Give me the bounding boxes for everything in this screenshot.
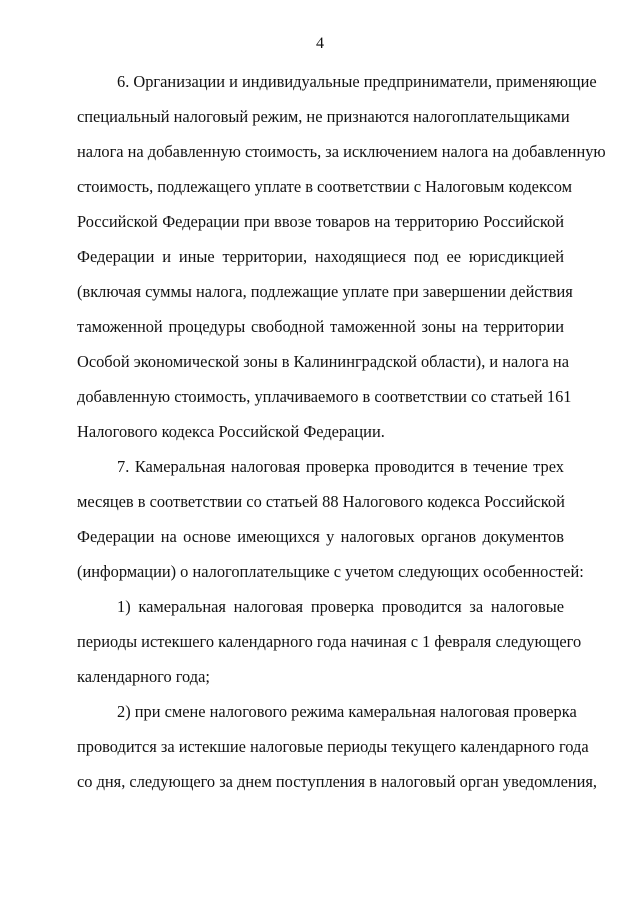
text-line: периоды истекшего календарного года начиная с 1 февраля следующего [77,632,582,651]
text-line: (информации) о налогоплательщике с учетом следующих особенностей: [77,562,584,581]
text-line: таможенной процедуры свободной таможенной зоны на территории [77,317,564,336]
text-line: налога на добавленную стоимость, за исключением налога на добавленную [77,142,606,161]
text-line: 6. Организации и индивидуальные предприниматели, применяющие [117,72,597,91]
text-line: календарного года; [77,667,210,686]
text-line: специальный налоговый режим, не признаются налогоплательщиками [77,107,570,126]
text-line: проводится за истекшие налоговые периоды текущего календарного года [77,737,589,756]
text-line: (включая суммы налога, подлежащие уплате при завершении действия [77,282,573,301]
text-line: 1) камеральная налоговая проверка проводится за налоговые [117,597,564,616]
text-line: добавленную стоимость, уплачиваемого в соответствии со статьей 161 [77,387,572,406]
text-line: стоимость, подлежащего уплате в соответствии с Налоговым кодексом [77,177,573,196]
text-line: Налогового кодекса Российской Федерации. [77,422,385,441]
text-line: со дня, следующего за днем поступления в налоговый орган уведомления, [77,772,598,791]
text-line: Федерации и иные территории, находящиеся под ее юрисдикцией [77,247,564,266]
page-number: 4 [316,35,324,52]
text-line: 7. Камеральная налоговая проверка проводится в течение трех [117,457,564,476]
text-line: Особой экономической зоны в Калининградской области), и налога на [77,352,569,371]
text-line: месяцев в соответствии со статьей 88 Налогового кодекса Российской [77,492,565,511]
text-line: Российской Федерации при ввозе товаров на территорию Российской [77,212,564,231]
text-line: Федерации на основе имеющихся у налоговых органов документов [77,527,564,546]
text-line: 2) при смене налогового режима камеральная налоговая проверка [117,702,577,721]
